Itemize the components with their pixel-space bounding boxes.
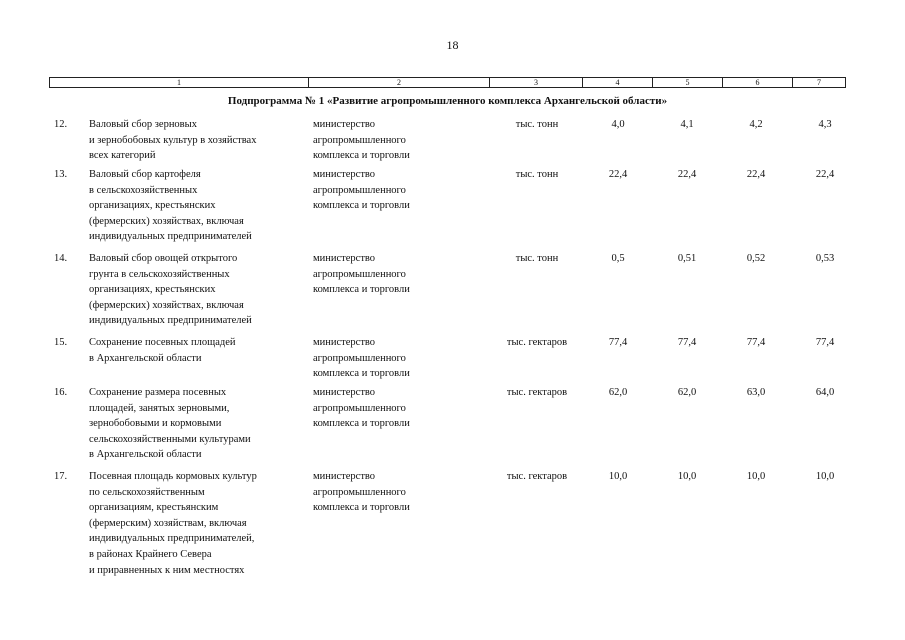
value-col-6: 63,0	[746, 387, 766, 398]
indicator-name: Валовый сбор картофеля в сельскохозяйственных организациях, крестьянских (фермерских) хозяйствах, включая индивидуальных предпринимателей	[89, 169, 252, 243]
header-col-7: 7	[792, 78, 845, 87]
value-col-5: 22,4	[677, 169, 697, 180]
value-col-6: 22,4	[746, 169, 766, 180]
value-col-7: 77,4	[815, 337, 835, 348]
value-col-7: 0,53	[815, 253, 835, 264]
value-col-5: 4,1	[680, 119, 694, 130]
responsible-department: министерство агропромышленного комплекса и торговли	[313, 471, 410, 514]
subprogram-title: Подпрограмма № 1 «Развитие агропромышленного комплекса Архангельской области»	[227, 95, 668, 107]
value-col-6: 0,52	[746, 253, 766, 264]
row-number: 14.	[54, 253, 68, 264]
header-col-2: 2	[308, 78, 489, 87]
value-col-4: 22,4	[608, 169, 628, 180]
value-col-7: 64,0	[815, 387, 835, 398]
responsible-department: министерство агропромышленного комплекса и торговли	[313, 119, 410, 162]
value-col-4: 4,0	[611, 119, 625, 130]
responsible-department: министерство агропромышленного комплекса и торговли	[313, 387, 410, 430]
value-col-4: 62,0	[608, 387, 628, 398]
header-col-4: 4	[582, 78, 652, 87]
responsible-department: министерство агропромышленного комплекса и торговли	[313, 253, 410, 296]
row-number: 13.	[54, 169, 68, 180]
column-number-header	[49, 77, 846, 88]
row-number: 12.	[54, 119, 68, 130]
indicator-name: Сохранение размера посевных площадей, занятых зерновыми, зернобобовыми и кормовыми сельскохозяйственными культурами в Архангельской области	[89, 387, 251, 461]
indicator-name: Посевная площадь кормовых культур по сельскохозяйственным организациям, крестьянским (фермерским) хозяйствам, включая индивидуальных предпринимателей, в районах Крайнего Севера и приравненных к ним местностях	[89, 471, 257, 576]
value-col-5: 62,0	[677, 387, 697, 398]
header-col-1: 1	[177, 78, 181, 87]
unit-of-measure: тыс. гектаров	[506, 471, 568, 482]
unit-of-measure: тыс. гектаров	[506, 387, 568, 398]
indicator-name: Валовый сбор зерновых и зернобобовых культур в хозяйствах всех категорий	[89, 119, 257, 162]
value-col-7: 22,4	[815, 169, 835, 180]
row-number: 16.	[54, 387, 68, 398]
responsible-department: министерство агропромышленного комплекса и торговли	[313, 337, 410, 380]
responsible-department: министерство агропромышленного комплекса и торговли	[313, 169, 410, 212]
value-col-5: 77,4	[677, 337, 697, 348]
value-col-4: 0,5	[611, 253, 625, 264]
value-col-6: 10,0	[746, 471, 766, 482]
row-number: 17.	[54, 471, 68, 482]
row-number: 15.	[54, 337, 68, 348]
unit-of-measure: тыс. тонн	[515, 253, 559, 264]
indicator-name: Сохранение посевных площадей в Архангельской области	[89, 337, 236, 364]
value-col-5: 10,0	[677, 471, 697, 482]
value-col-6: 77,4	[746, 337, 766, 348]
header-col-5: 5	[652, 78, 722, 87]
value-col-5: 0,51	[677, 253, 697, 264]
unit-of-measure: тыс. гектаров	[506, 337, 568, 348]
indicator-name: Валовый сбор овощей открытого грунта в сельскохозяйственных организациях, крестьянских (фермерских) хозяйствах, включая индивидуальных предпринимателей	[89, 253, 252, 327]
unit-of-measure: тыс. тонн	[515, 169, 559, 180]
value-col-6: 4,2	[749, 119, 763, 130]
value-col-4: 77,4	[608, 337, 628, 348]
header-col-6: 6	[722, 78, 792, 87]
value-col-7: 4,3	[818, 119, 832, 130]
value-col-7: 10,0	[815, 471, 835, 482]
header-col-3: 3	[489, 78, 582, 87]
value-col-4: 10,0	[608, 471, 628, 482]
page-number: 18	[446, 38, 459, 52]
unit-of-measure: тыс. тонн	[515, 119, 559, 130]
